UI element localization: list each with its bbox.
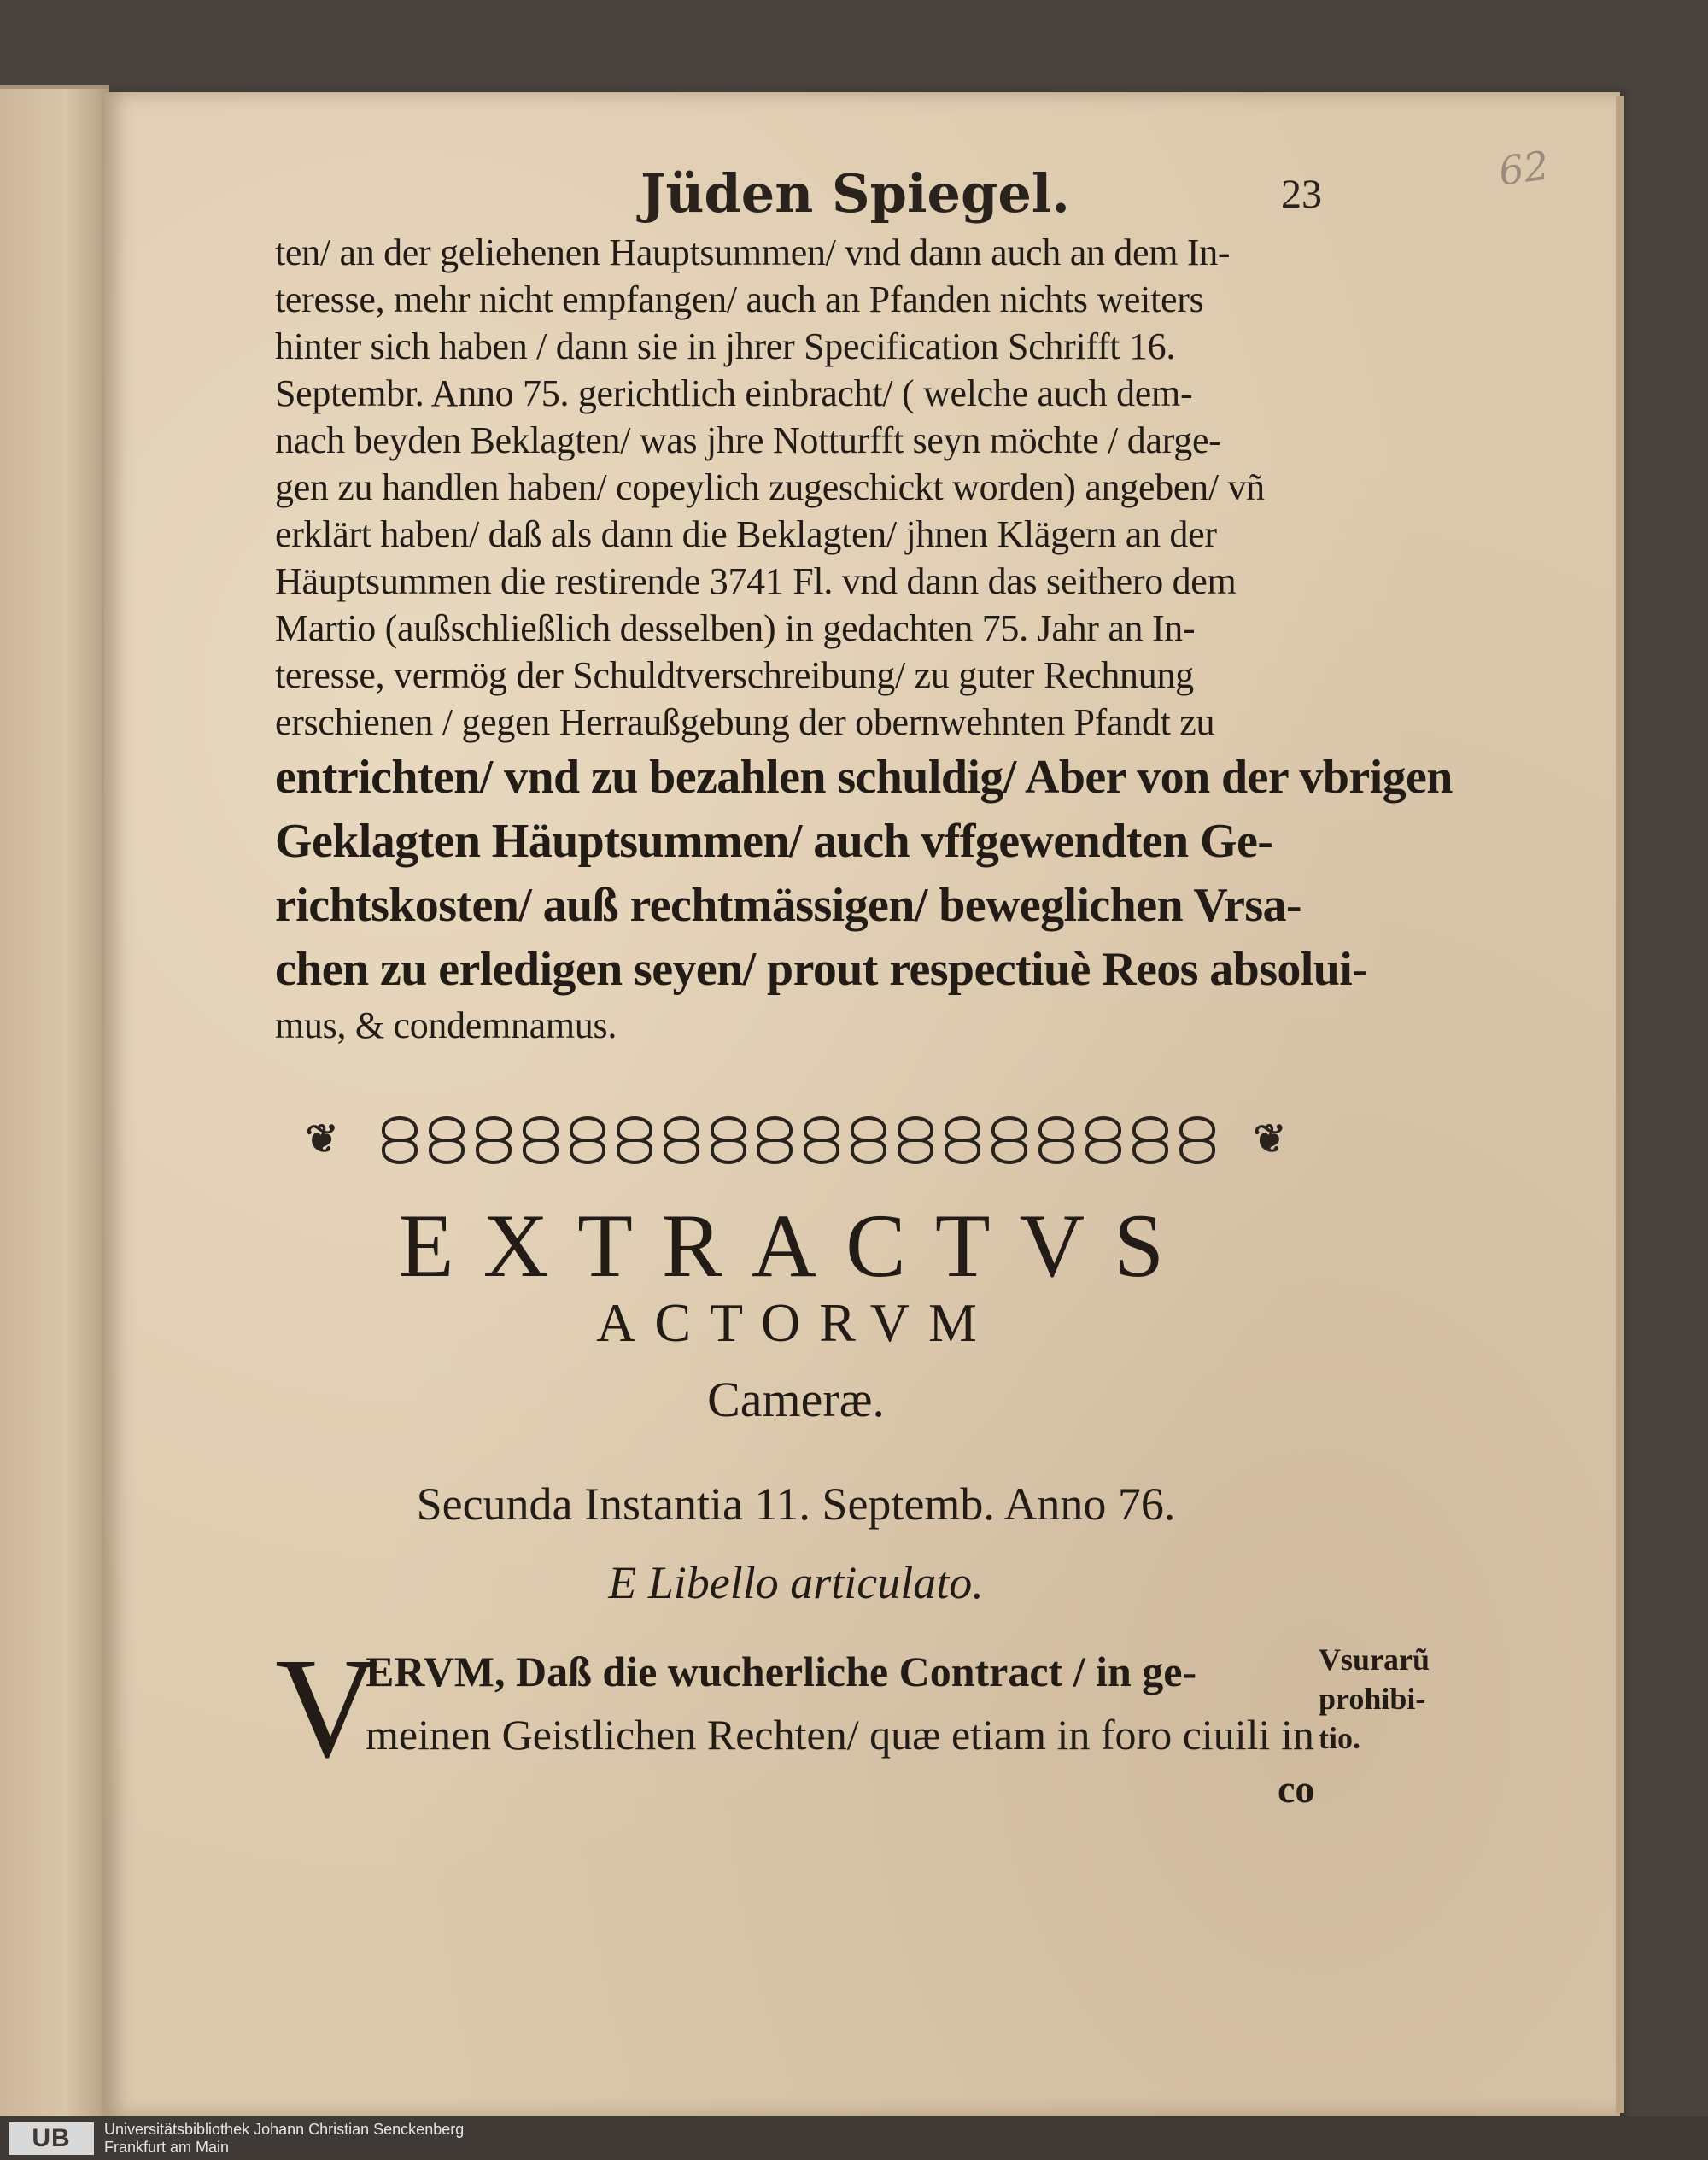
library-city: Frankfurt am Main (104, 2138, 230, 2156)
text-line: hinter sich haben / dann sie in jhrer Specification Schrifft 16. (275, 325, 1176, 367)
ornament-icon (1082, 1115, 1120, 1162)
pencil-annotation: 62 (1495, 142, 1553, 195)
ornament-icon (894, 1115, 932, 1162)
body-text (275, 229, 1453, 1049)
library-logo: UB (9, 2122, 94, 2155)
page-fore-edge (1616, 96, 1624, 2113)
text-line-bold: Geklagten Häuptsummen/ auch vffgewendten Ge- (275, 815, 1273, 868)
ornament-icon (566, 1115, 604, 1162)
ornament-border (275, 1110, 1317, 1167)
ornament-icon (378, 1115, 416, 1162)
text-line-bold: chen zu erledigen seyen/ prout respectiuè Reos absolui- (275, 943, 1368, 996)
catchword: co (1278, 1767, 1315, 1811)
ornament-icon (988, 1115, 1026, 1162)
text-line: Häuptsummen die restirende 3741 Fl. vnd dann das seithero dem (275, 560, 1237, 602)
drop-cap: V (275, 1629, 379, 1788)
ornament-icon (847, 1115, 885, 1162)
section-subtitle: ACTORVM (596, 1292, 996, 1353)
running-head: Jüden Spiegel. (640, 162, 1070, 225)
instance-heading: Secunda Instantia 11. Septemb. Anno 76. (416, 1478, 1176, 1530)
text-line: erschienen / gegen Herraußgebung der obernwehnten Pfandt zu (275, 701, 1215, 743)
margin-note-line: tio. (1319, 1721, 1360, 1755)
text-line: Septembr. Anno 75. gerichtlich einbracht/ ( welche auch dem- (275, 372, 1193, 414)
text-line: mus, & condemnamus. (275, 1004, 617, 1046)
text-line: erklärt haben/ daß als dann die Beklagten/ jhnen Klägern an der (275, 513, 1217, 555)
text-line: teresse, vermög der Schuldtverschreibung/ zu guter Rechnung (275, 654, 1194, 696)
library-name: Universitätsbibliothek Johann Christian Senckenberg (104, 2120, 465, 2138)
ornament-icon (941, 1115, 979, 1162)
ornament-icon (472, 1115, 510, 1162)
fleuron-icon: ❦ (305, 1117, 339, 1161)
ornament-icon (707, 1115, 745, 1162)
ornament-icon (660, 1115, 698, 1162)
ornament-icon (613, 1115, 651, 1162)
libello-heading: E Libello articulato. (608, 1557, 984, 1608)
left-page-edge (0, 85, 109, 2122)
margin-note-line: prohibi- (1319, 1682, 1426, 1716)
ornament-icon (425, 1115, 463, 1162)
ornament-icon (800, 1115, 838, 1162)
margin-note-line: Vsurarũ (1319, 1642, 1430, 1677)
ornament-icon (1176, 1115, 1214, 1162)
page-number: 23 (1281, 172, 1322, 217)
footer-bar (0, 2116, 1708, 2160)
fleuron-icon: ❦ (1253, 1117, 1287, 1161)
paragraph-line: ERVM, Daß die wucherliche Contract / in ge- (366, 1648, 1197, 1695)
margin-note (1319, 1640, 1472, 1758)
text-line: nach beyden Beklagten/ was jhre Notturfft seyn möchte / darge- (275, 419, 1221, 461)
ornament-icon (753, 1115, 791, 1162)
text-line: Martio (außschließlich desselben) in gedachten 75. Jahr an In- (275, 607, 1196, 649)
paragraph-line: meinen Geistlichen Rechten/ quæ etiam in foro ciuili in (366, 1711, 1314, 1759)
ornament-icon (1129, 1115, 1167, 1162)
section-title: EXTRACTVS (398, 1196, 1194, 1296)
text-line: teresse, mehr nicht empfangen/ auch an Pfanden nichts weiters (275, 278, 1204, 320)
text-line: ten/ an der geliehenen Hauptsummen/ vnd dann auch an dem In- (275, 231, 1231, 273)
text-line-bold: richtskosten/ auß rechtmässigen/ beweglichen Vrsa- (275, 879, 1301, 932)
ornament-icon (519, 1115, 557, 1162)
ornament-icon (1035, 1115, 1073, 1162)
section-subtitle-small: Cameræ. (707, 1372, 885, 1427)
text-line-bold: entrichten/ vnd zu bezahlen schuldig/ Aber von der vbrigen (275, 751, 1453, 804)
library-credit (104, 2121, 464, 2157)
text-line: gen zu handlen haben/ copeylich zugeschickt worden) angeben/ vñ (275, 466, 1265, 508)
